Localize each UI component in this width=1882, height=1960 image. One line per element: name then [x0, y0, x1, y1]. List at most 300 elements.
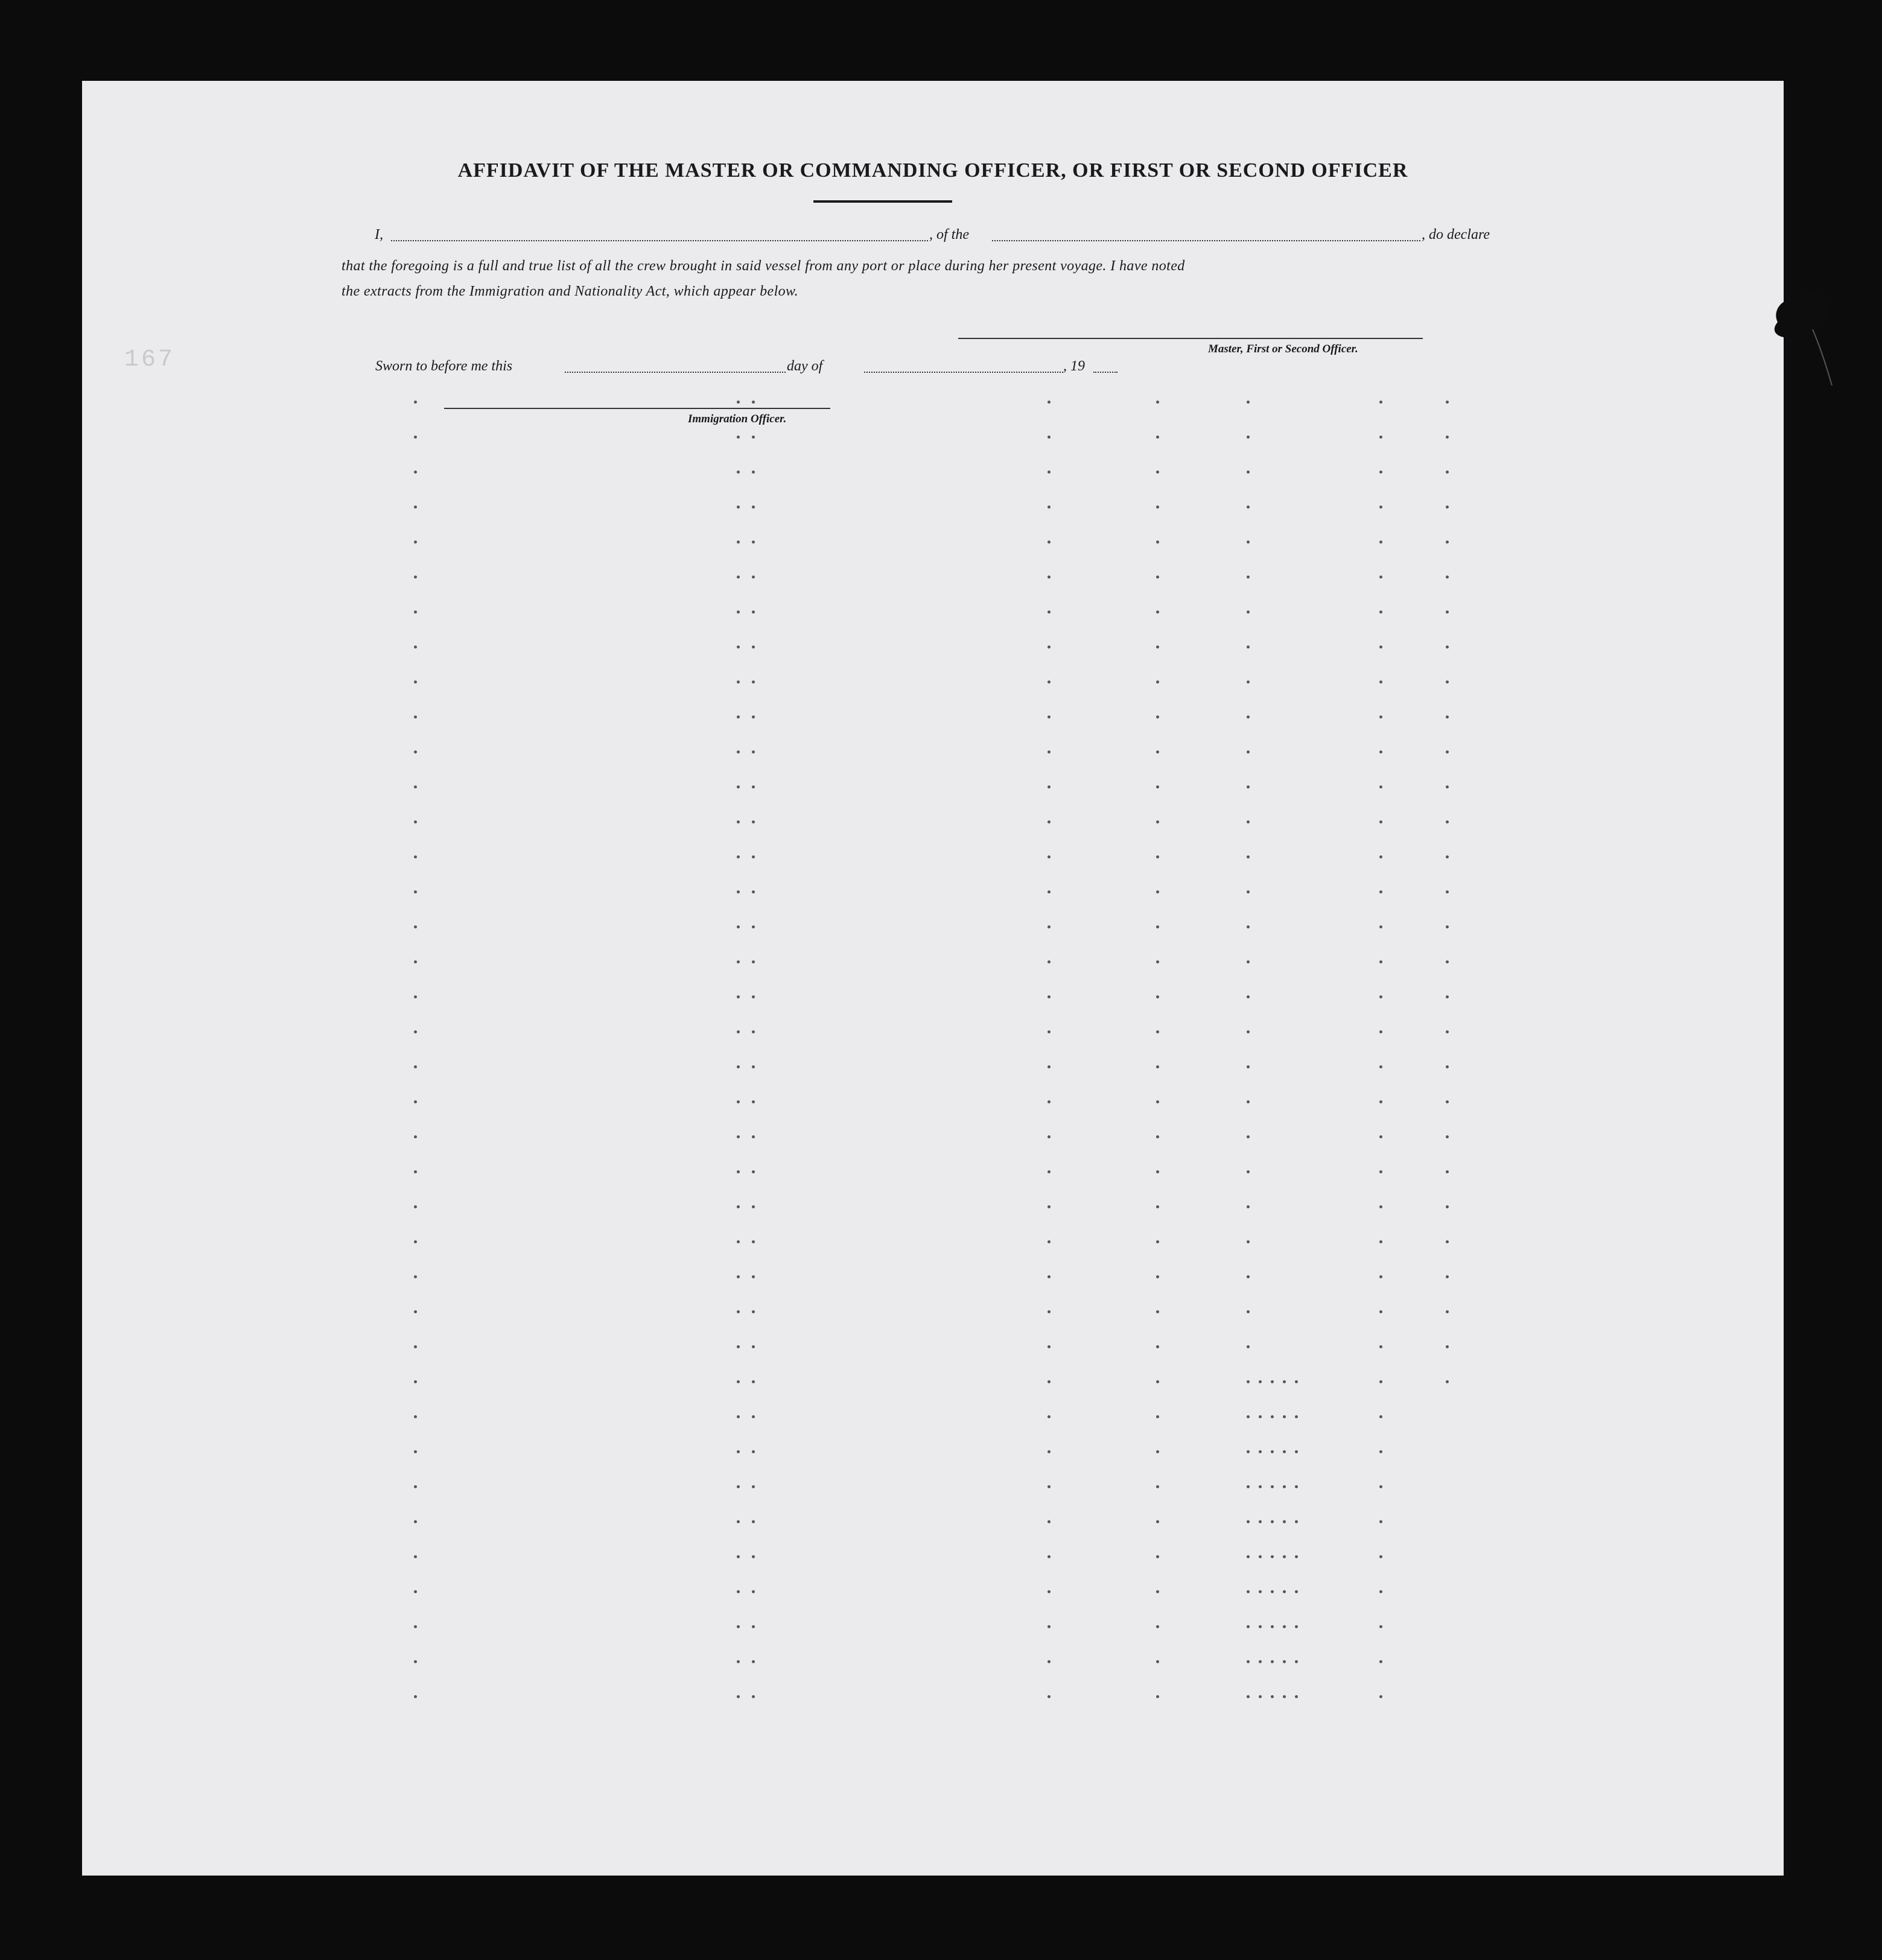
- leader-dot: [1047, 1450, 1051, 1453]
- leader-dot: [1156, 1555, 1159, 1558]
- leader-dot: [1446, 436, 1449, 439]
- sworn-month-field[interactable]: [864, 372, 1063, 373]
- leader-dot: [1047, 1345, 1051, 1348]
- leader-dot: [1379, 855, 1382, 858]
- dot-leader-row: [323, 1625, 1470, 1629]
- leader-dot: [1047, 1660, 1051, 1663]
- leader-dot: [1379, 1205, 1382, 1208]
- leader-dot: [1047, 1135, 1051, 1138]
- leader-dot: [1047, 1240, 1051, 1243]
- leader-dot: [737, 820, 740, 823]
- immigration-officer-signature-line[interactable]: [444, 408, 830, 409]
- leader-dot: [1047, 471, 1051, 474]
- leader-dot: [1047, 1065, 1051, 1068]
- leader-dot: [737, 506, 740, 509]
- leader-dot: [737, 401, 740, 404]
- leader-dot: [1271, 1485, 1274, 1488]
- leader-dot: [1379, 1345, 1382, 1348]
- leader-dot: [1247, 1625, 1250, 1628]
- leader-dot: [1379, 1100, 1382, 1103]
- leader-dot: [752, 1100, 755, 1103]
- leader-dot: [414, 1415, 417, 1418]
- leader-dot: [1379, 820, 1382, 823]
- leader-dot: [1446, 1380, 1449, 1383]
- leader-dot: [752, 925, 755, 928]
- leader-dot: [1259, 1625, 1262, 1628]
- leader-dot: [1156, 1100, 1159, 1103]
- leader-dot: [1446, 471, 1449, 474]
- leader-dot: [1379, 1555, 1382, 1558]
- leader-dot: [1047, 1555, 1051, 1558]
- leader-dot: [1379, 611, 1382, 614]
- leader-dot: [414, 1030, 417, 1033]
- dot-leader-row: [323, 1275, 1470, 1279]
- leader-dot: [1247, 1100, 1250, 1103]
- leader-dot: [737, 1520, 740, 1523]
- leader-dot: [1247, 1240, 1250, 1243]
- leader-dot: [1156, 1450, 1159, 1453]
- leader-dot: [1295, 1380, 1298, 1383]
- leader-dot: [1271, 1415, 1274, 1418]
- leader-dot: [1379, 471, 1382, 474]
- leader-dot: [1047, 995, 1051, 998]
- leader-dot: [1047, 401, 1051, 404]
- leader-dot: [1379, 436, 1382, 439]
- leader-dot: [414, 680, 417, 683]
- leader-dot: [1446, 1170, 1449, 1173]
- leader-dot: [737, 1555, 740, 1558]
- leader-dot: [1156, 960, 1159, 963]
- affidavit-title: AFFIDAVIT OF THE MASTER OR COMMANDING OFFICER, OR FIRST OR SECOND OFFICER: [457, 159, 1408, 182]
- dot-leader-row: [323, 820, 1470, 824]
- vessel-name-field[interactable]: [992, 240, 1420, 241]
- leader-dot: [1156, 1485, 1159, 1488]
- leader-dot: [1379, 750, 1382, 753]
- leader-dot: [1379, 1240, 1382, 1243]
- leader-dot: [1047, 1625, 1051, 1628]
- leader-dot: [1156, 611, 1159, 614]
- leader-dot: [1446, 785, 1449, 788]
- leader-dot: [1379, 541, 1382, 544]
- leader-dot: [1156, 1030, 1159, 1033]
- dot-leader-row: [323, 715, 1470, 719]
- leader-dot: [737, 1030, 740, 1033]
- leader-dot: [737, 1590, 740, 1593]
- leader-dot: [1446, 1205, 1449, 1208]
- leader-dot: [1156, 1660, 1159, 1663]
- leader-dot: [1156, 995, 1159, 998]
- leader-dot: [752, 1030, 755, 1033]
- leader-dot: [1446, 1310, 1449, 1313]
- dot-leader-row: [323, 750, 1470, 754]
- leader-dot: [1446, 890, 1449, 893]
- leader-dot: [737, 1275, 740, 1278]
- dot-leader-row: [323, 1345, 1470, 1349]
- leader-dot: [1446, 645, 1449, 649]
- leader-dot: [1156, 1310, 1159, 1313]
- leader-dot: [737, 1170, 740, 1173]
- leader-dot: [1047, 1310, 1051, 1313]
- dot-leader-row: [323, 1100, 1470, 1104]
- dot-leader-row: [323, 890, 1470, 894]
- leader-dot: [737, 750, 740, 753]
- year-prefix-text: , 19: [1063, 358, 1085, 374]
- leader-dot: [1247, 1310, 1250, 1313]
- dot-leader-row: [323, 1485, 1470, 1489]
- dot-leader-row: [323, 680, 1470, 684]
- leader-dot: [1247, 715, 1250, 718]
- leader-dot: [414, 1590, 417, 1593]
- leader-dot: [752, 1695, 755, 1698]
- dot-leader-row: [323, 1240, 1470, 1244]
- leader-dot: [414, 960, 417, 963]
- leader-dot: [1283, 1485, 1286, 1488]
- leader-dot: [1379, 1695, 1382, 1698]
- leader-dot: [1446, 541, 1449, 544]
- leader-dot: [1247, 1170, 1250, 1173]
- leader-dot: [1446, 925, 1449, 928]
- title-underline: [813, 200, 952, 203]
- leader-dot: [1247, 1205, 1250, 1208]
- leader-dot: [414, 611, 417, 614]
- leader-dot: [1379, 960, 1382, 963]
- leader-dot: [1047, 1485, 1051, 1488]
- leader-dot: [1156, 890, 1159, 893]
- leader-dot: [1379, 1275, 1382, 1278]
- leader-dot: [414, 541, 417, 544]
- leader-dot: [1379, 1030, 1382, 1033]
- leader-dot: [1271, 1590, 1274, 1593]
- dot-leader-row: [323, 471, 1470, 474]
- leader-dot: [737, 855, 740, 858]
- leader-dot: [414, 1100, 417, 1103]
- dot-leader-row: [323, 1520, 1470, 1524]
- dot-leader-row: [323, 1415, 1470, 1419]
- leader-dot: [1446, 820, 1449, 823]
- leader-dot: [1379, 1415, 1382, 1418]
- leader-dot: [752, 1555, 755, 1558]
- document-page: [82, 81, 1784, 1876]
- leader-dot: [1446, 680, 1449, 683]
- leader-dot: [1156, 576, 1159, 579]
- leader-dot: [1047, 436, 1051, 439]
- dot-leader-row: [323, 1030, 1470, 1034]
- leader-dot: [752, 1310, 755, 1313]
- leader-dot: [414, 1065, 417, 1068]
- immigration-officer-label: Immigration Officer.: [688, 413, 787, 425]
- leader-dot: [1446, 995, 1449, 998]
- leader-dot: [1247, 1380, 1250, 1383]
- leader-dot: [1271, 1625, 1274, 1628]
- leader-dot: [1156, 680, 1159, 683]
- leader-dot: [1047, 715, 1051, 718]
- leader-dot: [1259, 1695, 1262, 1698]
- leader-dot: [1047, 750, 1051, 753]
- leader-dot: [1295, 1695, 1298, 1698]
- leader-dot: [1379, 576, 1382, 579]
- leader-dot: [1379, 1170, 1382, 1173]
- leader-dot: [752, 1660, 755, 1663]
- leader-dot: [752, 576, 755, 579]
- leader-dot: [1247, 750, 1250, 753]
- leader-dot: [1156, 401, 1159, 404]
- leader-dot: [737, 680, 740, 683]
- dot-leader-row: [323, 1380, 1470, 1384]
- leader-dot: [1379, 1485, 1382, 1488]
- leader-dot: [1379, 506, 1382, 509]
- leader-dot: [1047, 1520, 1051, 1523]
- declaration-text-line3: the extracts from the Immigration and Nationality Act, which appear below.: [342, 284, 799, 299]
- leader-dot: [1295, 1485, 1298, 1488]
- leader-dot: [1446, 715, 1449, 718]
- leader-dot: [752, 855, 755, 858]
- leader-dot: [1156, 750, 1159, 753]
- declaration-text-line2: that the foregoing is a full and true list of all the crew brought in said vessel from any port or place during her present voyage. I have noted: [342, 258, 1185, 274]
- leader-dot: [1446, 855, 1449, 858]
- leader-dot: [752, 1205, 755, 1208]
- leader-dot: [1295, 1555, 1298, 1558]
- leader-dot: [737, 1415, 740, 1418]
- leader-dot: [1156, 785, 1159, 788]
- leader-dot: [1247, 611, 1250, 614]
- leader-dot: [752, 1065, 755, 1068]
- dot-leader-row: [323, 1695, 1470, 1699]
- leader-dot: [1247, 785, 1250, 788]
- leader-dot: [1247, 1450, 1250, 1453]
- day-of-text: day of: [787, 358, 823, 374]
- leader-dot: [1156, 1380, 1159, 1383]
- leader-dot: [1379, 1135, 1382, 1138]
- leader-dot: [752, 506, 755, 509]
- leader-dot: [414, 890, 417, 893]
- leader-dot: [1047, 1100, 1051, 1103]
- leader-dot: [414, 1555, 417, 1558]
- leader-dot: [414, 1310, 417, 1313]
- dot-leader-row: [323, 576, 1470, 579]
- master-signature-label: Master, First or Second Officer.: [1208, 343, 1358, 355]
- leader-dot: [752, 995, 755, 998]
- leader-dot: [1247, 1590, 1250, 1593]
- leader-dot: [1247, 1415, 1250, 1418]
- leader-dot: [752, 1590, 755, 1593]
- leader-dot: [1446, 1345, 1449, 1348]
- leader-dot: [737, 1450, 740, 1453]
- leader-dot: [737, 645, 740, 649]
- leader-dot: [1047, 1695, 1051, 1698]
- leader-dot: [414, 1345, 417, 1348]
- leader-dot: [1379, 1625, 1382, 1628]
- leader-dot: [737, 1345, 740, 1348]
- leader-dot: [1247, 1485, 1250, 1488]
- leader-dot: [1156, 436, 1159, 439]
- leader-dot: [752, 960, 755, 963]
- leader-dot: [414, 1275, 417, 1278]
- sworn-year-field[interactable]: [1093, 372, 1117, 373]
- leader-dot: [1156, 1275, 1159, 1278]
- leader-dot: [1156, 1065, 1159, 1068]
- leader-dot: [737, 1485, 740, 1488]
- leader-dot: [1446, 1030, 1449, 1033]
- leader-dot: [1047, 1030, 1051, 1033]
- leader-dot: [1379, 785, 1382, 788]
- leader-dot: [1295, 1450, 1298, 1453]
- leader-dot: [1379, 1520, 1382, 1523]
- dot-leader-row: [323, 1450, 1470, 1454]
- leader-dot: [414, 715, 417, 718]
- dot-leader-row: [323, 960, 1470, 964]
- declarant-i-text: I,: [375, 227, 383, 243]
- leader-dot: [1271, 1555, 1274, 1558]
- leader-dot: [1247, 855, 1250, 858]
- dot-leader-row: [323, 1135, 1470, 1139]
- leader-dot: [752, 820, 755, 823]
- leader-dot: [1247, 645, 1250, 649]
- leader-dot: [414, 471, 417, 474]
- leader-dot: [1283, 1380, 1286, 1383]
- leader-dot: [1446, 401, 1449, 404]
- declarant-name-field[interactable]: [391, 240, 928, 241]
- leader-dot: [1156, 1590, 1159, 1593]
- leader-dot: [752, 1450, 755, 1453]
- of-the-text: , of the: [929, 227, 969, 243]
- leader-dot: [1156, 1520, 1159, 1523]
- dot-leader-row: [323, 925, 1470, 929]
- leader-dot: [1047, 576, 1051, 579]
- leader-dot: [752, 1415, 755, 1418]
- leader-dot: [1259, 1555, 1262, 1558]
- leader-dot: [1247, 1065, 1250, 1068]
- leader-dot: [414, 401, 417, 404]
- leader-dot: [1271, 1380, 1274, 1383]
- leader-dot: [1379, 401, 1382, 404]
- leader-dot: [414, 506, 417, 509]
- leader-dot: [1047, 541, 1051, 544]
- do-declare-text: , do declare: [1422, 227, 1490, 243]
- leader-dot: [1247, 1275, 1250, 1278]
- leader-dot: [1247, 1135, 1250, 1138]
- leader-dot: [1283, 1590, 1286, 1593]
- leader-dot: [1047, 960, 1051, 963]
- leader-dot: [1047, 855, 1051, 858]
- leader-dot: [752, 1135, 755, 1138]
- leader-dot: [414, 1625, 417, 1628]
- leader-dot: [1247, 436, 1250, 439]
- dot-leader-row: [323, 1590, 1470, 1594]
- leader-dot: [737, 925, 740, 928]
- dot-leader-row: [323, 1205, 1470, 1209]
- leader-dot: [752, 471, 755, 474]
- leader-dot: [737, 715, 740, 718]
- leader-dot: [752, 1345, 755, 1348]
- leader-dot: [1047, 611, 1051, 614]
- leader-dot: [1247, 1030, 1250, 1033]
- leader-dot: [1047, 1170, 1051, 1173]
- leader-dot: [737, 1625, 740, 1628]
- leader-dot: [1247, 925, 1250, 928]
- leader-dot: [1047, 680, 1051, 683]
- leader-dot: [1247, 890, 1250, 893]
- leader-dot: [414, 1240, 417, 1243]
- leader-dot: [1047, 506, 1051, 509]
- leader-dot: [737, 995, 740, 998]
- leader-dot: [737, 890, 740, 893]
- leader-dot: [414, 1660, 417, 1663]
- leader-dot: [1247, 1695, 1250, 1698]
- leader-dot: [752, 1380, 755, 1383]
- leader-dot: [1283, 1555, 1286, 1558]
- leader-dot: [752, 1275, 755, 1278]
- leader-dot: [1446, 1065, 1449, 1068]
- leader-dot: [1047, 925, 1051, 928]
- leader-dot: [1247, 506, 1250, 509]
- leader-dot: [1259, 1660, 1262, 1663]
- dot-leader-row: [323, 506, 1470, 509]
- leader-dot: [1047, 890, 1051, 893]
- leader-dot: [737, 1310, 740, 1313]
- master-signature-line[interactable]: [958, 338, 1423, 339]
- leader-dot: [1247, 820, 1250, 823]
- leader-dot: [1379, 1590, 1382, 1593]
- leader-dot: [1047, 1275, 1051, 1278]
- leader-dot: [1156, 506, 1159, 509]
- leader-dot: [414, 1695, 417, 1698]
- leader-dot: [737, 436, 740, 439]
- leader-dot: [1156, 855, 1159, 858]
- leader-dot: [737, 1380, 740, 1383]
- leader-dot: [1271, 1450, 1274, 1453]
- leader-dot: [1446, 960, 1449, 963]
- leader-dot: [414, 750, 417, 753]
- leader-dot: [737, 1065, 740, 1068]
- leader-dot: [1259, 1415, 1262, 1418]
- leader-dot: [414, 820, 417, 823]
- dot-leader-row: [323, 436, 1470, 439]
- leader-dot: [1271, 1520, 1274, 1523]
- leader-dot: [752, 645, 755, 649]
- leader-dot: [1259, 1590, 1262, 1593]
- leader-dot: [1283, 1625, 1286, 1628]
- sworn-day-field[interactable]: [565, 372, 786, 373]
- leader-dot: [1295, 1590, 1298, 1593]
- dot-leader-row: [323, 1310, 1470, 1314]
- leader-dot: [1156, 541, 1159, 544]
- leader-dot: [1446, 1275, 1449, 1278]
- leader-dot: [1156, 1240, 1159, 1243]
- leader-dot: [1247, 401, 1250, 404]
- leader-dot: [1446, 611, 1449, 614]
- leader-dot: [737, 1660, 740, 1663]
- leader-dot: [414, 645, 417, 649]
- leader-dot: [1379, 1310, 1382, 1313]
- leader-dot: [1156, 1625, 1159, 1628]
- leader-dot: [1446, 1240, 1449, 1243]
- leader-dot: [1379, 680, 1382, 683]
- leader-dot: [737, 1240, 740, 1243]
- leader-dot: [414, 855, 417, 858]
- leader-dot: [752, 1170, 755, 1173]
- leader-dot: [1047, 1380, 1051, 1383]
- leader-dot: [1271, 1660, 1274, 1663]
- leader-dot: [1047, 785, 1051, 788]
- leader-dot: [1446, 1100, 1449, 1103]
- leader-dot: [752, 1625, 755, 1628]
- leader-dot: [737, 1100, 740, 1103]
- leader-dot: [414, 1520, 417, 1523]
- leader-dot: [737, 611, 740, 614]
- leader-dot: [1247, 471, 1250, 474]
- leader-dot: [1156, 645, 1159, 649]
- leader-dot: [414, 576, 417, 579]
